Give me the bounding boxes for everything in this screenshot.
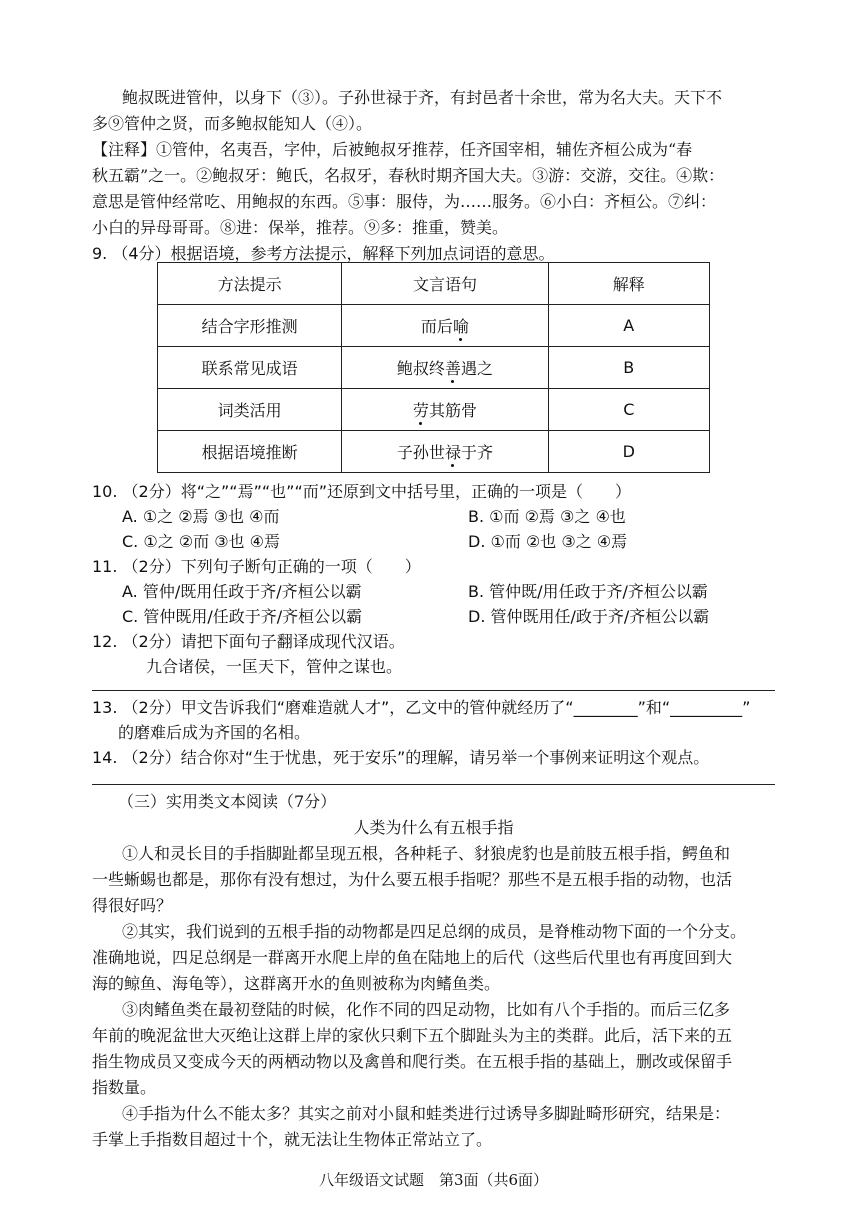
question-11-stem: 11. （2分）下列句子断句正确的一项（ ） [92,557,421,576]
table-header: 解释 [548,263,709,305]
article-line: 手掌上手指数目超过十个，就无法让生物体正常站立了。 [92,1130,493,1149]
article-line: 年前的晚泥盆世大灭绝让这群上岸的家伙只剩下五个脚趾头为主的类群。此后，活下来的五 [92,1026,733,1045]
answer-line[interactable] [92,784,775,785]
article-line: ④手指为什么不能太多？其实之前对小鼠和蛙类进行过诱导多脚趾畸形研究，结果是： [122,1104,731,1123]
question-13-line: 13. （2分）甲文告诉我们“磨难造就人才”，乙文中的管仲就经历了“________”和“_________” [92,698,751,717]
article-line: ②其实，我们说到的五根手指的动物都是四足总纲的成员，是脊椎动物下面的一个分支。 [122,922,747,941]
option-d[interactable]: D. 管仲既用任/政于齐/齐桓公以霸 [468,607,710,626]
method-cell: 联系常见成语 [158,347,342,389]
table-row [158,305,710,347]
method-cell: 词类活用 [158,389,342,431]
answer-cell: B [548,347,709,389]
article-line: ③肉鳍鱼类在最初登陆的时候，化作不同的四足动物，比如有八个手指的。而后三亿多 [122,1000,731,1019]
question-12-stem: 12. （2分）请把下面句子翻译成现代汉语。 [92,632,405,651]
article-line: 一些蜥蜴也都是，那你有没有想过，为什么要五根手指呢？那些不是五根手指的动物，也活 [92,870,733,889]
notes-line: 意思是管仲经常吃、用鲍叔的东西。⑤事：服侍，为……服务。⑥小白：齐桓公。⑦纠： [92,192,717,211]
article-line: 准确地说，四足总纲是一群离开水爬上岸的鱼在陆地上的后代（这些后代里也有再度回到大 [92,948,733,967]
article-line: 指生物成员又变成今天的两栖动物以及禽兽和爬行类。在五根手指的基础上，删改或保留手 [92,1052,733,1071]
answer-cell: A [548,305,709,347]
option-a[interactable]: A. ①之 ②焉 ③也 ④而 [122,507,280,526]
sentence-cell: 子孙世禄于齐 [342,431,548,473]
dotted-word: 禄 [444,443,461,462]
option-b[interactable]: B. 管仲既/用任政于齐/齐桓公以霸 [468,582,708,601]
answer-line[interactable] [92,690,775,691]
article-line: 海的鲸鱼、海龟等），这群离开水的鱼则被称为肉鳍鱼类。 [92,974,501,993]
section-heading: （三）实用类文本阅读（7分） [118,792,337,811]
question-9-stem: 9. （4分）根据语境，参考方法提示，解释下列加点词语的意思。 [92,244,555,263]
answer-cell: D [548,431,709,473]
sentence-cell: 而后喻 [342,305,548,347]
table-header: 文言语句 [342,263,548,305]
article-line: 指数量。 [92,1078,157,1097]
question-10-stem: 10. （2分）将“之”“焉”“也”“而”还原到文中括号里，正确的一项是（ ） [92,482,632,501]
question-14-stem: 14. （2分）结合你对“生于忧患，死于安乐”的理解，请另举一个事例来证明这个观点。 [92,748,710,767]
passage-line: 鲍叔既进管仲，以身下（③）。子孙世禄于齐，有封邑者十余世，常为名大夫。天下不 [122,88,723,107]
table-header: 方法提示 [158,263,342,305]
article-line: 得很好吗？ [92,896,173,915]
dotted-word: 善 [444,359,461,378]
article-line: ①人和灵长目的手指脚趾都呈现五根，各种耗子、豺狼虎豹也是前肢五根手指，鳄鱼和 [122,844,731,863]
dotted-word: 劳 [412,401,429,420]
option-b[interactable]: B. ①而 ②焉 ③之 ④也 [468,507,626,526]
page-footer: 八年级语文试题 第3面（共6面） [318,1171,549,1189]
option-c[interactable]: C. ①之 ②而 ③也 ④焉 [122,532,280,551]
question-13-line: 的磨难后成为齐国的名相。 [118,723,311,742]
table-header-row [158,263,710,305]
option-a[interactable]: A. 管仲/既用任政于齐/齐桓公以霸 [122,582,362,601]
table-row [158,347,710,389]
table-row [158,389,710,431]
option-d[interactable]: D. ①而 ②也 ③之 ④焉 [468,532,628,551]
sentence-cell: 鲍叔终善遇之 [342,347,548,389]
translation-sentence: 九合诸侯，一匡天下，管仲之谋也。 [146,657,403,676]
table-row [158,431,710,473]
passage-line: 多⑨管仲之贤，而多鲍叔能知人（④）。 [92,114,373,133]
sentence-cell: 劳其筋骨 [342,389,548,431]
notes-line: 小白的异母哥哥。⑧进：保举，推荐。⑨多：推重，赞美。 [92,218,509,237]
article-title: 人类为什么有五根手指 [353,818,514,837]
question-9-table [157,262,710,473]
notes-line: 【注释】①管仲，名夷吾，字仲，后被鲍叔牙推荐，任齐国宰相，辅佐齐桓公成为“春 [92,140,693,159]
dotted-word: 喻 [452,317,469,336]
notes-line: 秋五霸”之一。②鲍叔牙：鲍氏，名叔牙，春秋时期齐国大夫。③游：交游，交往。④欺： [92,166,725,185]
method-cell: 根据语境推断 [158,431,342,473]
method-cell: 结合字形推测 [158,305,342,347]
answer-cell: C [548,389,709,431]
option-c[interactable]: C. 管仲既用/任政于齐/齐桓公以霸 [122,607,363,626]
